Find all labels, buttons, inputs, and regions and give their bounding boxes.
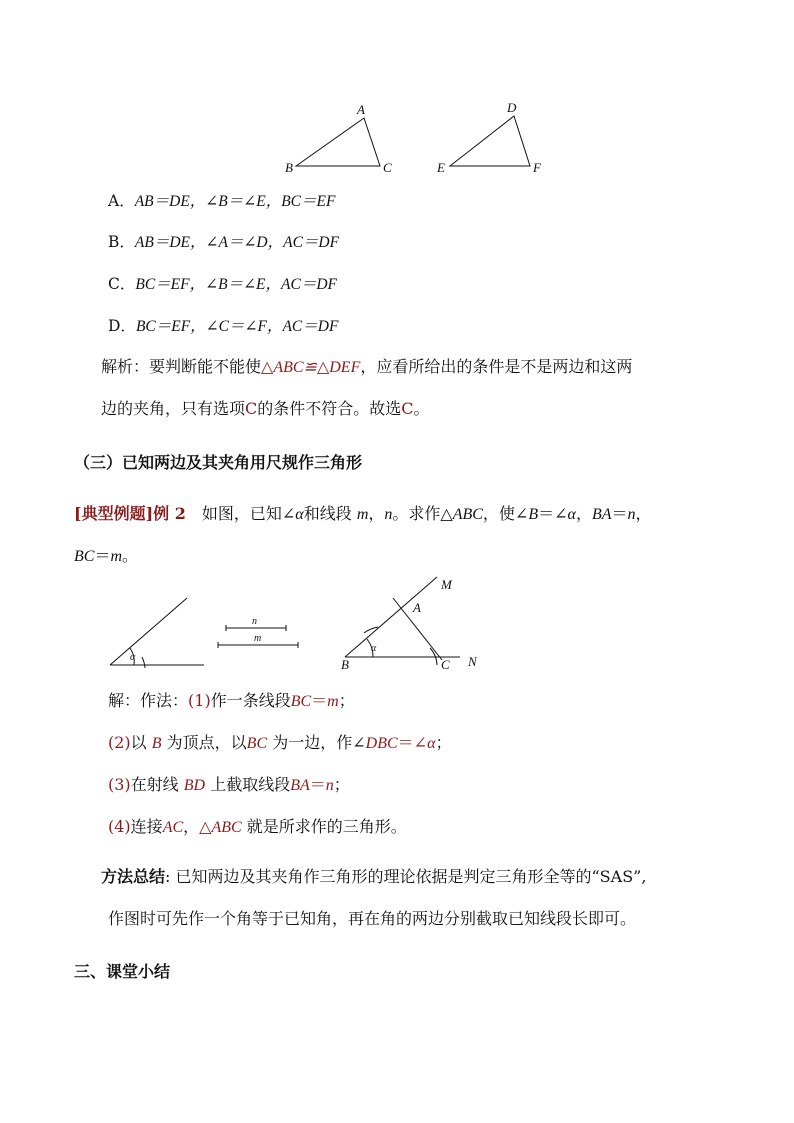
option-a: A．AB＝DE，∠B＝∠E，BC＝EF xyxy=(108,192,336,210)
label-b: B xyxy=(285,160,293,175)
label-a2: A xyxy=(413,600,421,615)
method-line1: 方法总结: 已知两边及其夹角作三角形的理论依据是判定三角形全等的“SAS”, xyxy=(101,867,647,886)
method-line2: 作图时可先作一个角等于已知角，再在角的两边分别截取已知线段长即可。 xyxy=(108,909,637,928)
label-a: A xyxy=(357,102,365,117)
given-angle xyxy=(110,598,204,668)
segment-n-label: n xyxy=(252,616,257,627)
section-summary-title: 三、课堂小结 xyxy=(74,962,171,981)
example-line2: BC＝m。 xyxy=(74,546,139,565)
solution-step1: 解：作法：(1)作一条线段BC＝m； xyxy=(108,691,355,710)
option-d: D．BC＝EF，∠C＝∠F，AC＝DF xyxy=(108,317,339,335)
solution-step2: (2)以 B 为顶点，以BC 为一边，作∠DBC＝∠α； xyxy=(108,733,452,752)
label-alpha2: α xyxy=(371,643,377,654)
solution-step3: (3)在射线 BD 上截取线段BA＝n； xyxy=(108,775,350,794)
label-e: E xyxy=(437,160,445,175)
label-f: F xyxy=(533,160,541,175)
label-m: M xyxy=(441,577,452,592)
analysis-line2: 边的夹角，只有选项C的条件不符合。故选C。 xyxy=(101,399,430,418)
analysis-line1: 解析：要判断能不能使△ABC≌△DEF，应看所给出的条件是不是两边和这两 xyxy=(101,357,633,376)
given-alpha: α xyxy=(130,652,136,663)
label-n: N xyxy=(468,654,477,669)
solution-step4: (4)连接AC，△ABC 就是所求作的三角形。 xyxy=(108,817,407,836)
segment-m-label: m xyxy=(254,633,262,644)
example-line1: [典型例题]例 2 如图，已知∠α和线段 m，n。求作△ABC，使∠B＝∠α，BA＝n， xyxy=(74,504,652,523)
label-d: D xyxy=(507,100,517,115)
label-c: C xyxy=(383,160,392,175)
section-title-3: （三）已知两边及其夹角用尺规作三角形 xyxy=(74,453,363,472)
label-b2: B xyxy=(341,657,349,672)
option-b: B．AB＝DE，∠A＝∠D，AC＝DF xyxy=(108,233,340,251)
option-c: C．BC＝EF，∠B＝∠E，AC＝DF xyxy=(108,275,337,293)
label-c2: C xyxy=(441,657,450,672)
